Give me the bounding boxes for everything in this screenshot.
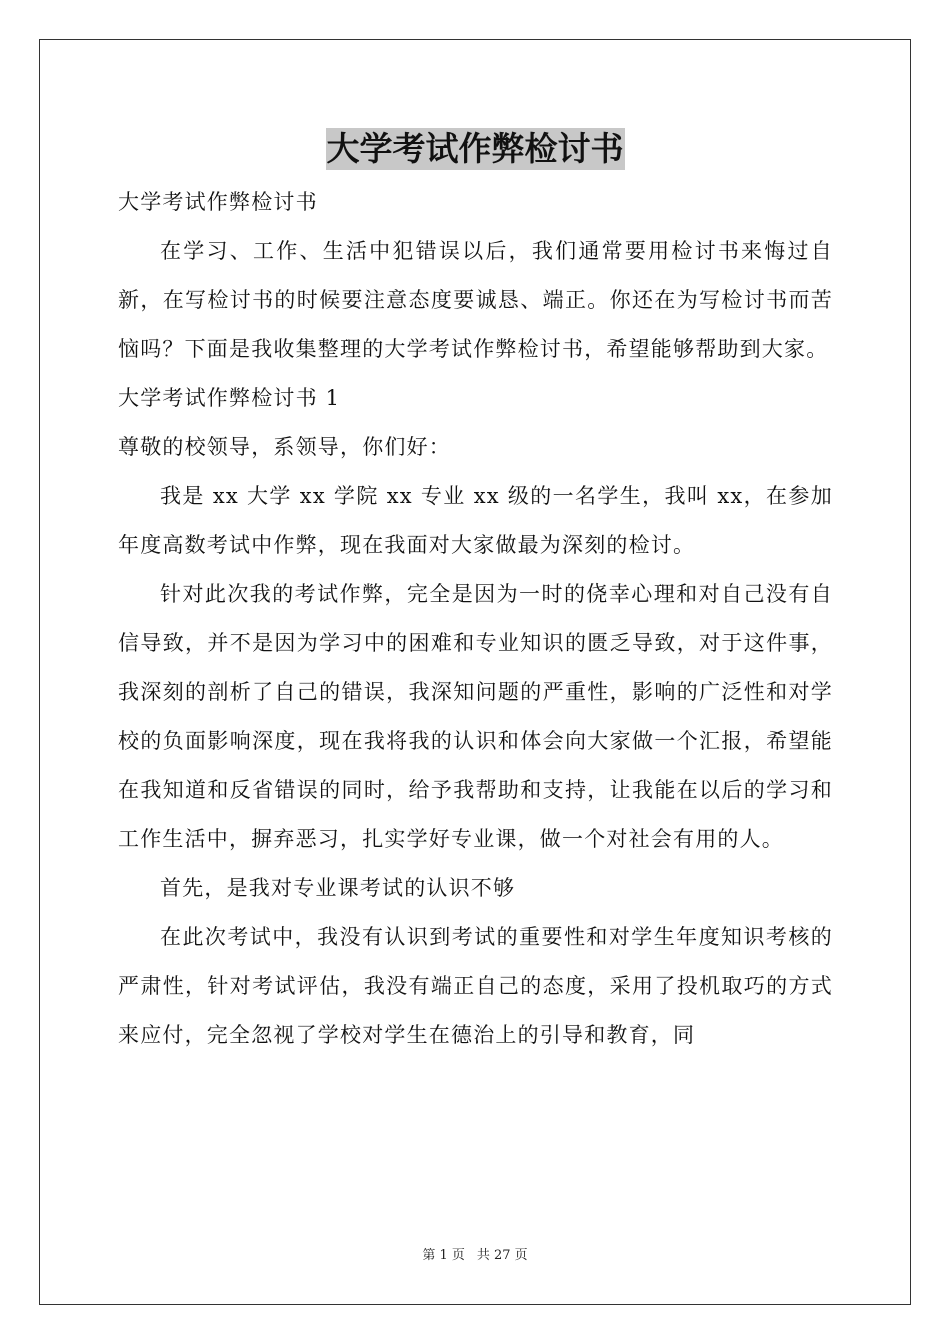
page-number: 第 1 页	[422, 1248, 465, 1263]
page-total: 共 27 页	[476, 1248, 528, 1263]
paragraph: 在学习、工作、生活中犯错误以后，我们通常要用检讨书来悔过自新，在写检讨书的时候要注意态度要诚恳、端正。你还在为写检讨书而苦恼吗？下面是我收集整理的大学考试作弊检讨书，希望能够帮助到大家。	[118, 239, 833, 361]
document-body	[118, 178, 833, 1060]
paragraph: 尊敬的校领导，系领导，你们好：	[118, 435, 451, 459]
page-footer	[0, 1247, 950, 1265]
paragraph: 在此次考试中，我没有认识到考试的重要性和对学生年度知识考核的严肃性，针对考试评估，我没有端正自己的态度，采用了投机取巧的方式来应付，完全忽视了学校对学生在德治上的引导和教育，同	[118, 925, 833, 1047]
paragraph: 大学考试作弊检讨书 1	[118, 386, 341, 410]
paragraph: 首先，是我对专业课考试的认识不够	[160, 876, 516, 900]
paragraph: 我是 xx 大学 xx 学院 xx 专业 xx 级的一名学生，我叫 xx，在参加年度高数考试中作弊，现在我面对大家做最为深刻的检讨。	[118, 484, 833, 557]
paragraph: 针对此次我的考试作弊，完全是因为一时的侥幸心理和对自己没有自信导致，并不是因为学习中的困难和专业知识的匮乏导致，对于这件事，我深刻的剖析了自己的错误，我深知问题的严重性，影响的广泛性和对学校的负面影响深度，现在我将我的认识和体会向大家做一个汇报，希望能在我知道和反省错误的同时，给予我帮助和支持，让我能在以后的学习和工作生活中，摒弃恶习，扎实学好专业课，做一个对社会有用的人。	[118, 582, 833, 851]
document-title: 大学考试作弊检讨书	[326, 129, 624, 168]
paragraph: 大学考试作弊检讨书	[118, 190, 318, 214]
title-wrap	[0, 128, 950, 170]
